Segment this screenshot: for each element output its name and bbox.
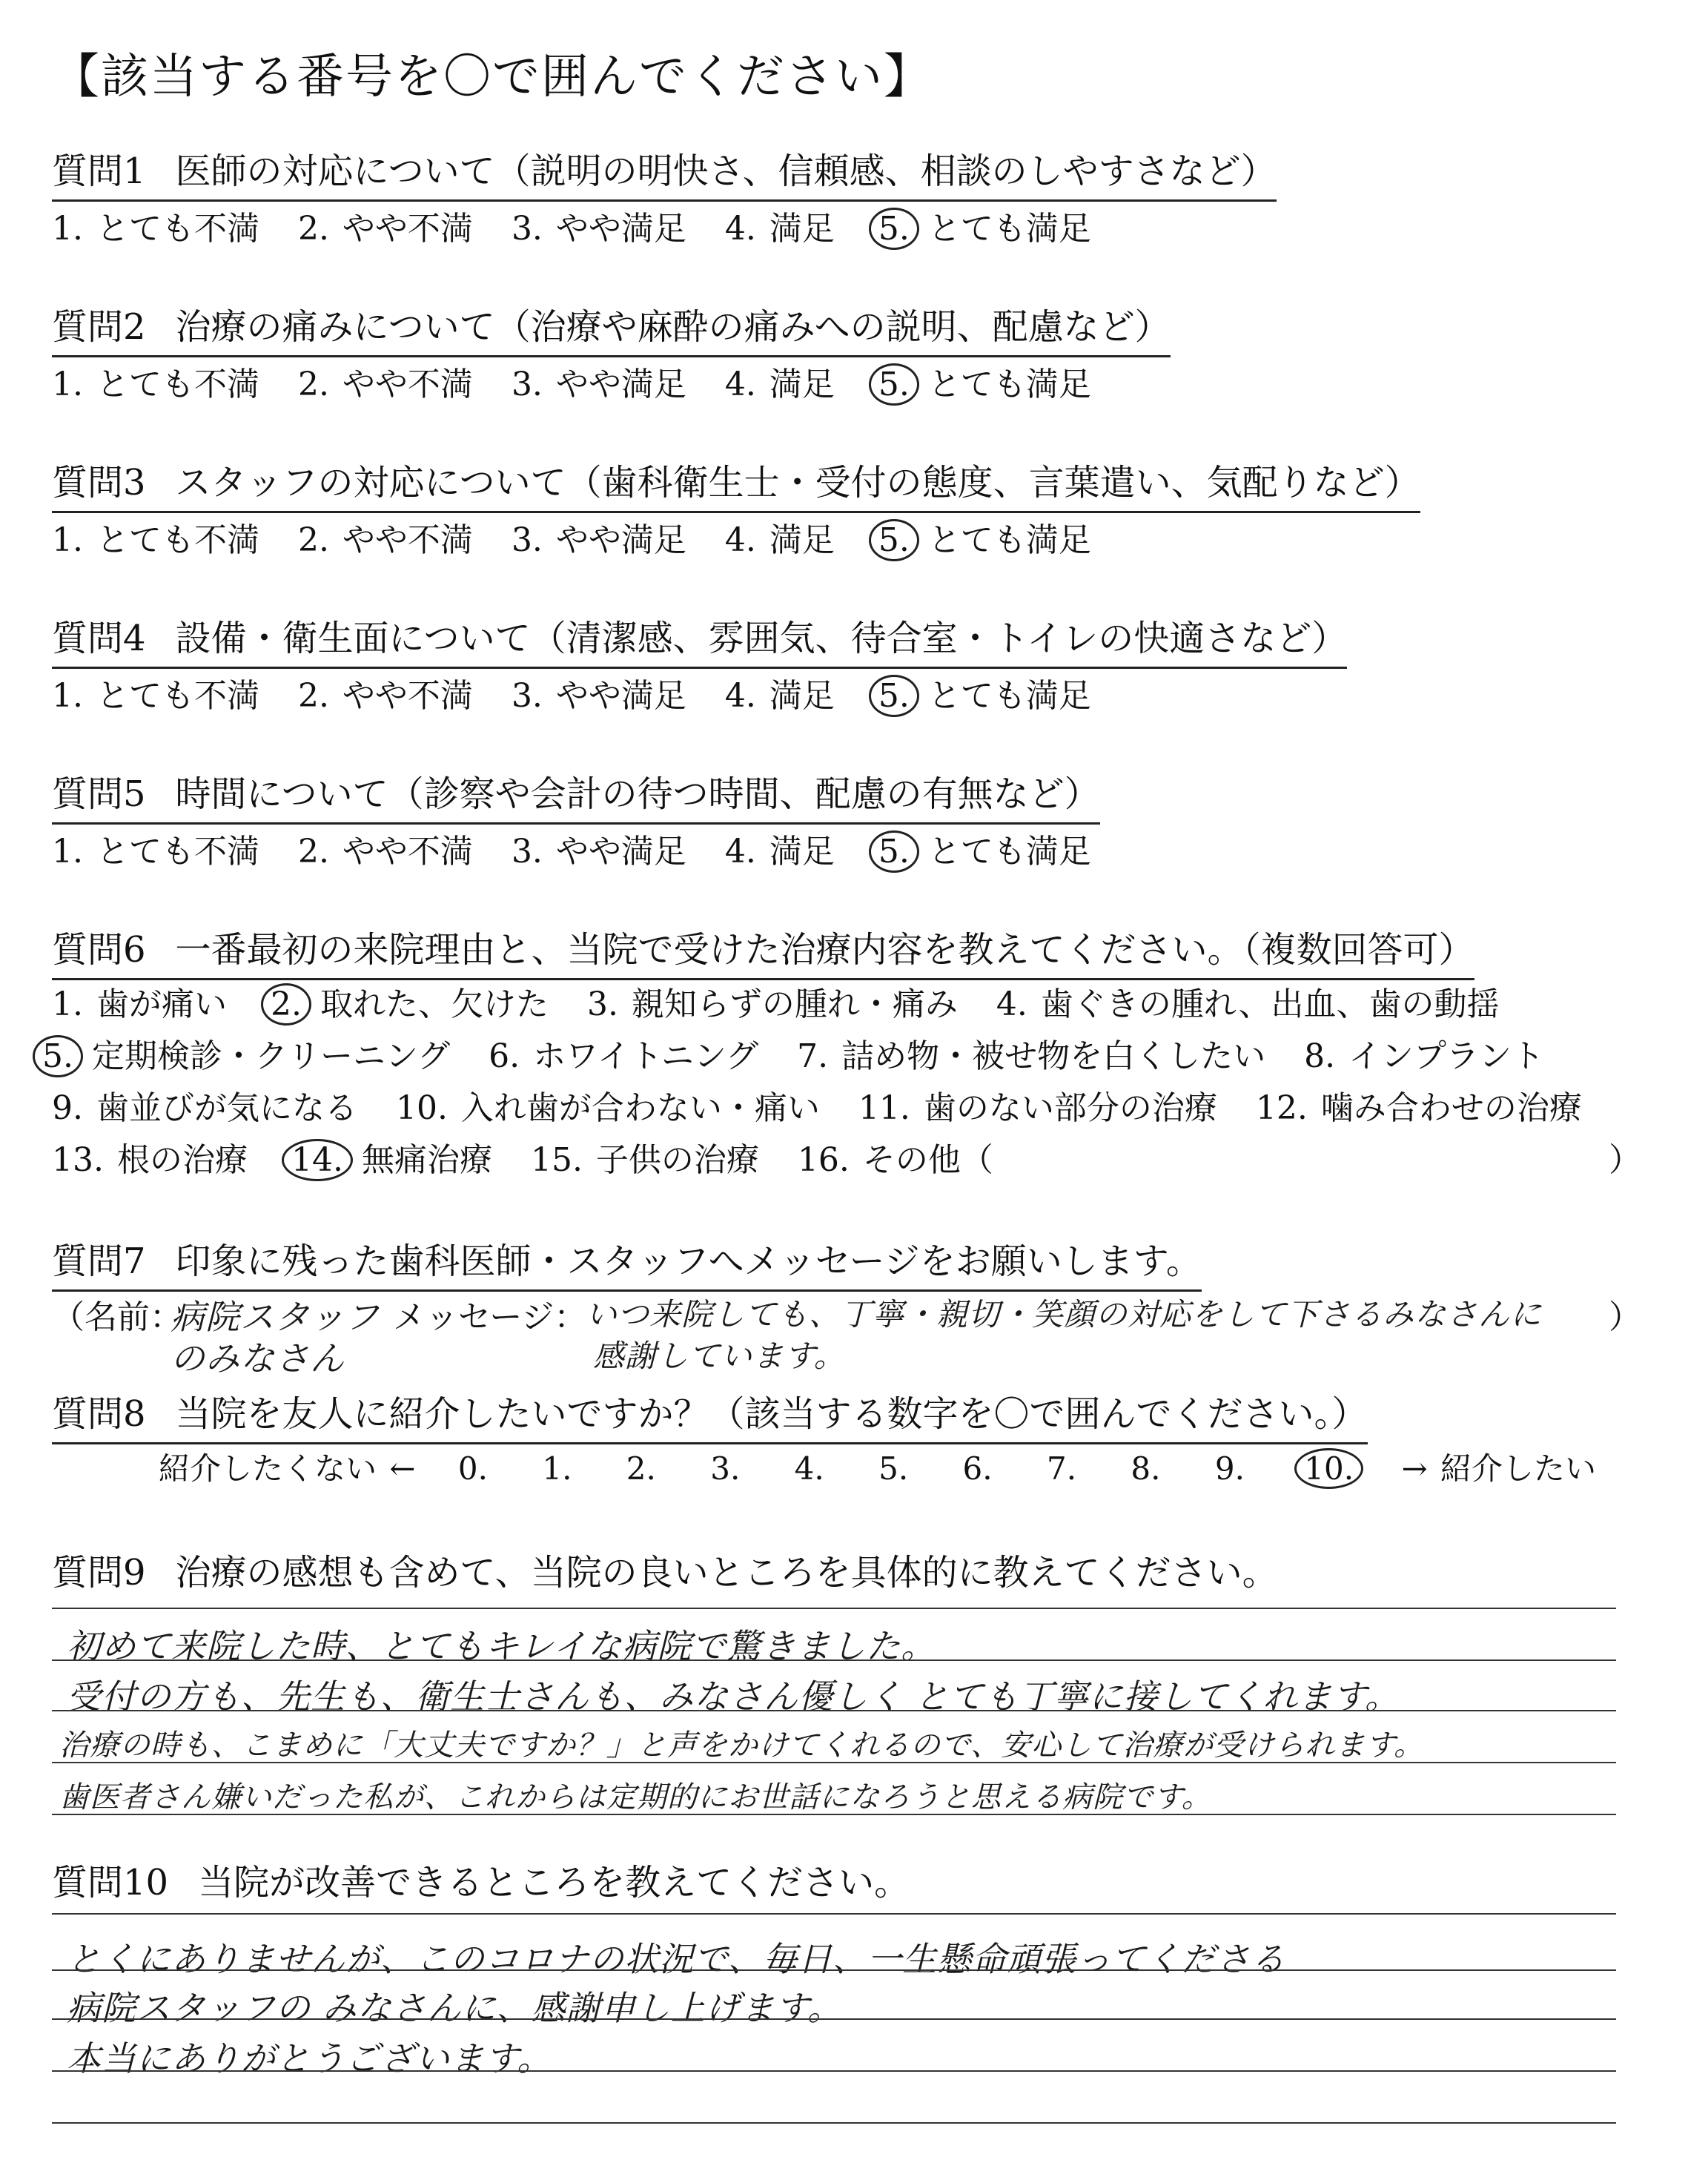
q8-score-1[interactable]: 1. (542, 1450, 572, 1487)
answer-line (52, 2070, 1616, 2072)
q3-option-5-label: とても満足 (927, 521, 1091, 559)
question-5-options (52, 825, 1116, 872)
q6-option-7[interactable]: 7. 詰め物・被せ物を白くしたい (797, 1037, 1266, 1075)
question-7-text: 印象に残った歯科医師・スタッフへメッセージをお願いします。 (175, 1241, 1202, 1282)
q8-score-5[interactable]: 5. (878, 1450, 909, 1487)
answer-circle: 5. (869, 363, 919, 406)
q6-option-13[interactable]: 13. 根の治療 (52, 1141, 248, 1179)
question-3-options (52, 513, 1116, 561)
answer-circle: 5. (869, 830, 919, 873)
q6-other-close: ） (1609, 1141, 1641, 1179)
page-title: 【該当する番号を〇で囲んでください】 (52, 50, 933, 105)
q6-row-1 (52, 977, 1525, 1025)
q6-option-5-selected[interactable] (37, 1029, 450, 1077)
q4-option-5-label: とても満足 (927, 677, 1091, 715)
question-10 (52, 1854, 910, 1905)
q3-option-5-selected[interactable] (873, 513, 1091, 561)
q8-score-4[interactable]: 4. (794, 1450, 824, 1487)
answer-line (52, 2018, 1616, 2020)
answer-line (52, 1762, 1616, 1763)
q8-score-8[interactable]: 8. (1131, 1450, 1161, 1487)
answer-line (52, 1710, 1616, 1711)
question-8-text: 当院を友人に紹介したいですか？（該当する数字を〇で囲んでください。） (175, 1393, 1368, 1435)
q4-option-4[interactable]: 4. 満足 (724, 677, 835, 715)
question-3 (52, 454, 1420, 513)
question-7-heading (52, 1232, 1202, 1292)
q5-option-5-label: とても満足 (927, 833, 1091, 871)
q6-option-2-label: 取れた、欠けた (320, 985, 549, 1023)
question-4 (52, 610, 1347, 669)
q6-option-15[interactable]: 15. 子供の治療 (530, 1141, 759, 1179)
q2-option-3[interactable]: 3. やや満足 (511, 366, 686, 403)
q5-option-2[interactable]: 2. やや不満 (297, 833, 473, 871)
question-1 (52, 142, 1277, 202)
question-2-options (52, 357, 1116, 405)
q2-option-5-label: とても満足 (927, 366, 1091, 403)
question-4-number: 質問4 (52, 618, 146, 659)
answer-line (52, 2122, 1616, 2124)
question-9-text: 治療の感想も含めて、当院の良いところを具体的に教えてください。 (175, 1552, 1278, 1593)
answer-line (52, 1913, 1616, 1915)
question-6-text: 一番最初の来院理由と、当院で受けた治療内容を教えてください。（複数回答可） (175, 929, 1474, 971)
question-10-text: 当院が改善できるところを教えてください。 (198, 1862, 910, 1903)
q2-option-2[interactable]: 2. やや不満 (297, 366, 473, 403)
q6-option-11[interactable]: 11. 歯のない部分の治療 (858, 1089, 1217, 1127)
q7-message-line-2[interactable]: 感謝しています。 (593, 1338, 846, 1374)
question-8-heading (52, 1385, 1368, 1444)
q10-answer-line-2[interactable]: 病院スタッフの みなさんに、感謝申し上げます。 (67, 1988, 842, 2028)
q7-name-label: （名前： (52, 1298, 182, 1336)
answer-line (52, 1814, 1616, 1815)
question-1-text: 医師の対応について（説明の明快さ、信頼感、相談のしやすさなど） (175, 151, 1277, 192)
question-5 (52, 765, 1100, 825)
q3-option-3[interactable]: 3. やや満足 (511, 521, 686, 559)
q6-row-3 (52, 1081, 1607, 1129)
question-4-options (52, 669, 1116, 716)
answer-circle: 14. (282, 1139, 353, 1181)
question-3-heading (52, 454, 1420, 513)
q2-option-1[interactable]: 1. とても不満 (52, 366, 259, 403)
q4-option-1[interactable]: 1. とても不満 (52, 677, 259, 715)
q2-option-5-selected[interactable] (873, 357, 1091, 405)
q4-option-5-selected[interactable] (873, 669, 1091, 716)
question-8 (52, 1385, 1368, 1444)
question-9 (52, 1544, 1278, 1595)
q8-score-9[interactable]: 9. (1214, 1450, 1245, 1487)
q6-option-14-label: 無痛治療 (361, 1141, 492, 1179)
q2-option-4[interactable]: 4. 満足 (724, 366, 835, 403)
q8-score-7[interactable]: 7. (1046, 1450, 1077, 1487)
question-2 (52, 298, 1171, 357)
q6-option-2-selected[interactable] (265, 977, 549, 1025)
q3-option-2[interactable]: 2. やや不満 (297, 521, 473, 559)
q9-answer-line-2[interactable]: 受付の方も、先生も、衛生士さんも、みなさん優しく とても丁寧に接してくれます。 (67, 1677, 1400, 1717)
question-3-number: 質問3 (52, 462, 146, 503)
q1-option-1[interactable]: 1. とても不満 (52, 210, 259, 248)
question-2-number: 質問2 (52, 306, 146, 348)
question-2-heading (52, 298, 1171, 357)
answer-line (52, 1659, 1616, 1661)
question-5-number: 質問5 (52, 773, 146, 815)
q8-score-3[interactable]: 3. (710, 1450, 741, 1487)
q4-option-2[interactable]: 2. やや不満 (297, 677, 473, 715)
question-6 (52, 921, 1474, 980)
question-6-heading (52, 921, 1474, 980)
q8-scale (159, 1444, 1621, 1489)
answer-line (52, 1969, 1616, 1971)
answer-line (52, 1608, 1616, 1609)
question-5-heading (52, 765, 1100, 825)
q5-option-3[interactable]: 3. やや満足 (511, 833, 686, 871)
q4-option-3[interactable]: 3. やや満足 (511, 677, 686, 715)
q7-name-value-line-1[interactable]: 病院スタッフ (171, 1297, 380, 1337)
question-7-number: 質問7 (52, 1241, 146, 1282)
q6-option-8[interactable]: 8. インプラント (1304, 1037, 1545, 1075)
q8-score-2[interactable]: 2. (626, 1450, 656, 1487)
q1-option-4[interactable]: 4. 満足 (724, 210, 835, 248)
q7-message-line-1[interactable]: いつ来院しても、丁寧・親切・笑顔の対応をして下さるみなさんに (586, 1296, 1543, 1332)
q5-option-1[interactable]: 1. とても不満 (52, 833, 259, 871)
question-4-heading (52, 610, 1347, 669)
q6-option-14-selected[interactable] (286, 1133, 492, 1180)
question-1-heading (52, 142, 1277, 202)
q5-option-4[interactable]: 4. 満足 (724, 833, 835, 871)
q6-option-5-label: 定期検診・クリーニング (91, 1037, 451, 1075)
q6-option-6[interactable]: 6. ホワイトニング (489, 1037, 759, 1075)
q1-option-2[interactable]: 2. やや不満 (297, 210, 473, 248)
question-10-number: 質問10 (52, 1862, 169, 1903)
q6-option-1[interactable]: 1. 歯が痛い (52, 985, 227, 1023)
q5-option-5-selected[interactable] (873, 825, 1091, 872)
q9-answer-line-3[interactable]: 治療の時も、こまめに「大丈夫ですか？」と声をかけてくれるので、安心して治療が受けられます。 (59, 1728, 1424, 1763)
q8-score-6[interactable]: 6. (962, 1450, 993, 1487)
question-3-text: スタッフの対応について（歯科衛生士・受付の態度、言葉遣い、気配りなど） (175, 462, 1420, 503)
question-1-options (52, 202, 1116, 249)
question-4-text: 設備・衛生面について（清潔感、雰囲気、待合室・トイレの快適さなど） (175, 618, 1348, 659)
q7-message-label: メッセージ： (393, 1298, 587, 1336)
q3-option-1[interactable]: 1. とても不満 (52, 521, 259, 559)
q7-name-value-line-2[interactable]: のみなさん (171, 1338, 345, 1378)
q1-option-3[interactable]: 3. やや満足 (511, 210, 686, 248)
q6-option-3[interactable]: 3. 親知らずの腫れ・痛み (586, 985, 958, 1023)
q10-answer-line-1[interactable]: とくにありませんが、このコロナの状況で、毎日、一生懸命頑張ってくださる (67, 1939, 1286, 1979)
q6-row-4 (52, 1133, 1019, 1180)
q6-row-2 (37, 1029, 1569, 1077)
question-6-number: 質問6 (52, 929, 146, 971)
q6-option-9[interactable]: 9. 歯並びが気になる (52, 1089, 357, 1127)
question-5-text: 時間について（診察や会計の待つ時間、配慮の有無など） (175, 773, 1100, 815)
answer-circle: 10. (1294, 1448, 1363, 1489)
question-8-number: 質問8 (52, 1393, 146, 1435)
answer-circle: 5. (869, 675, 919, 717)
answer-circle: 5. (869, 519, 919, 561)
q10-answer-line-3[interactable]: 本当にありがとうございます。 (67, 2038, 552, 2078)
q1-option-5-selected[interactable] (873, 202, 1091, 249)
q7-close-paren: ） (1609, 1298, 1641, 1336)
answer-circle: 2. (261, 983, 311, 1025)
q9-answer-line-4[interactable]: 歯医者さん嫌いだった私が、これからは定期的にお世話になろうと思える病院です。 (59, 1780, 1212, 1814)
question-2-text: 治療の痛みについて（治療や麻酔の痛みへの説明、配慮など） (175, 306, 1171, 348)
q6-option-10[interactable]: 10. 入れ歯が合わない・痛い (395, 1089, 820, 1127)
q1-option-5-label: とても満足 (927, 210, 1091, 248)
q6-option-12[interactable]: 12. 噛み合わせの治療 (1255, 1089, 1582, 1127)
q9-answer-line-1[interactable]: 初めて来院した時、とてもキレイな病院で驚きました。 (67, 1626, 936, 1666)
q8-left-label: 紹介したくない ← (159, 1450, 416, 1487)
q3-option-4[interactable]: 4. 満足 (724, 521, 835, 559)
q8-score-10-selected[interactable] (1299, 1450, 1359, 1487)
question-1-number: 質問1 (52, 151, 146, 192)
question-9-number: 質問9 (52, 1552, 146, 1593)
q8-score-0[interactable]: 0. (457, 1450, 488, 1487)
question-7 (52, 1232, 1202, 1292)
answer-circle: 5. (869, 208, 919, 250)
q8-right-label: → 紹介したい (1401, 1450, 1596, 1487)
answer-circle: 5. (33, 1035, 83, 1077)
q6-option-4[interactable]: 4. 歯ぐきの腫れ、出血、歯の動揺 (996, 985, 1500, 1023)
q6-option-16[interactable]: 16. その他（ (797, 1141, 993, 1179)
